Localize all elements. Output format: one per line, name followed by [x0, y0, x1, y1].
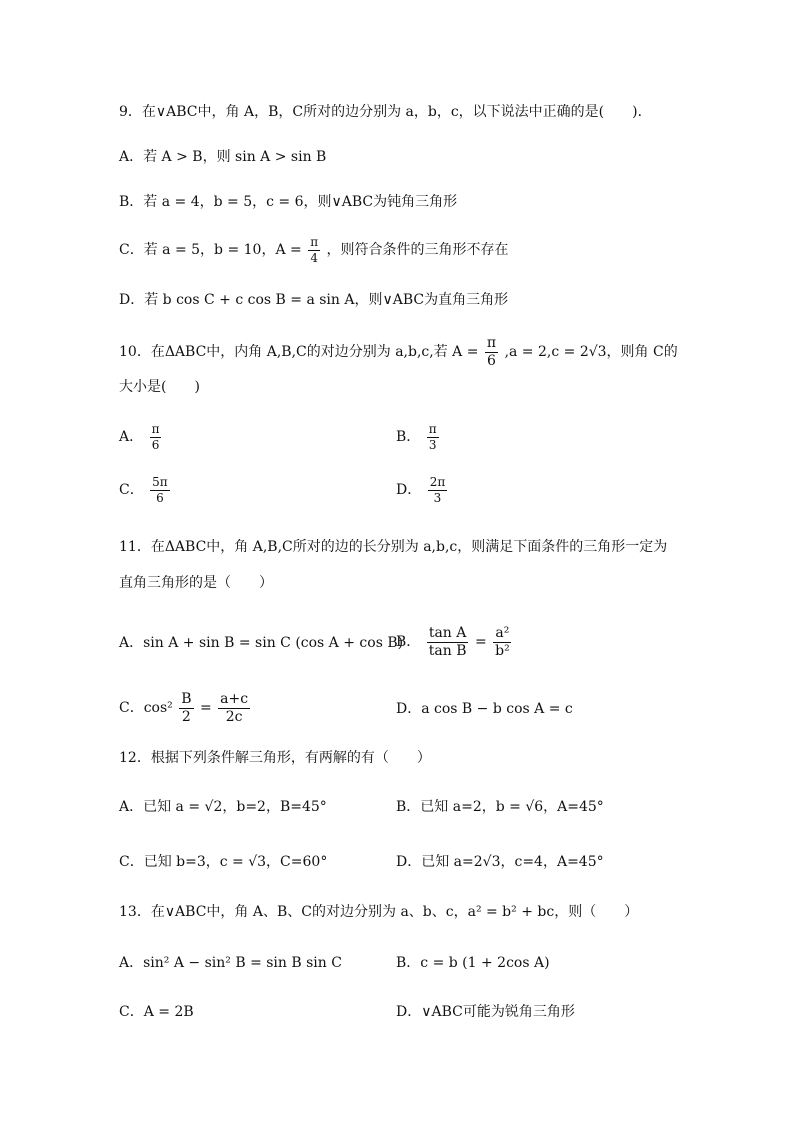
q10-option-c: [119, 476, 172, 504]
fraction-numerator: π: [151, 422, 160, 436]
q10-stem-pre: 10．在ΔABC中，内角 A,B,C的对边分别为 a,b,c,若 A =: [119, 344, 479, 361]
q11-option-c: [119, 692, 252, 724]
q10-option-b-fraction: [427, 423, 439, 451]
q11-option-b-left-fraction: [427, 626, 469, 658]
option-label: C．cos²: [119, 700, 173, 717]
q10-option-a: [119, 423, 163, 451]
fraction-numerator: π: [486, 335, 497, 351]
fraction-numerator: B: [181, 691, 192, 707]
q10-stem-fraction: [485, 336, 498, 368]
fraction-denominator: tan B: [428, 642, 467, 659]
q9-option-c-post: ，则符合条件的三角形不存在: [326, 242, 509, 259]
q10-stem-post: ,a = 2,c = 2√3，则角 C的: [504, 344, 678, 361]
q12-option-d: D．已知 a=2√3，c=4，A=45°: [396, 854, 604, 870]
q13-option-a: A．sin² A − sin² B = sin B sin C: [119, 955, 342, 971]
q10-option-a-fraction: [150, 423, 162, 451]
fraction-denominator: 3: [428, 437, 437, 452]
q10-stem-line2: 大小是( ): [119, 379, 200, 395]
q10-option-b: [396, 423, 441, 451]
fraction-denominator: 4: [310, 250, 318, 265]
q11-option-b: [396, 626, 514, 658]
q9-option-c-fraction: [308, 236, 320, 264]
q13-option-b: B．c = b (1 + 2cos A): [396, 955, 550, 971]
q13-option-d: D．∨ABC可能为锐角三角形: [396, 1004, 575, 1020]
q11-stem: 11．在ΔABC中，角 A,B,C所对的边的长分别为 a,b,c，则满足下面条件的三角形一定为: [119, 539, 668, 555]
q11-option-a: A．sin A + sin B = sin C (cos A + cos B): [119, 635, 404, 651]
q13-option-c: C．A = 2B: [119, 1004, 194, 1020]
fraction-denominator: 2c: [225, 708, 243, 725]
fraction-denominator: 2: [181, 708, 191, 725]
q9-option-c-pre: C．若 a = 5，b = 10，A =: [119, 242, 302, 259]
q10-option-d: [396, 476, 449, 504]
q11-option-d: D．a cos B − b cos A = c: [396, 701, 573, 717]
option-label: B．: [396, 634, 421, 651]
fraction-denominator: 6: [156, 490, 164, 505]
q12-stem: 12．根据下列条件解三角形，有两解的有（ ）: [119, 750, 431, 766]
q10-stem: [119, 336, 678, 368]
q12-option-b: B．已知 a=2，b = √6，A=45°: [396, 799, 604, 815]
q9-option-b: B．若 a = 4，b = 5，c = 6，则∨ABC为钝角三角形: [119, 194, 458, 210]
q12-option-c: C．已知 b=3，c = √3，C=60°: [119, 854, 328, 870]
q11-option-b-right-fraction: [493, 626, 512, 658]
fraction-denominator: b²: [495, 642, 510, 659]
q11-option-c-right-fraction: [218, 692, 250, 724]
fraction-denominator: 6: [151, 437, 160, 452]
q11-option-c-left-fraction: [179, 692, 193, 724]
fraction-denominator: 6: [487, 352, 496, 369]
q10-option-c-fraction: [150, 476, 170, 504]
q9-option-a: A．若 A > B，则 sin A > sin B: [119, 149, 327, 165]
option-label: B．: [396, 429, 421, 446]
option-label: A．: [119, 429, 144, 446]
option-label: D．: [396, 482, 422, 499]
fraction-numerator: 5π: [152, 475, 168, 489]
fraction-numerator: π: [310, 235, 319, 249]
fraction-denominator: 3: [433, 490, 442, 505]
fraction-numerator: a+c: [220, 691, 249, 707]
fraction-numerator: 2π: [429, 475, 446, 489]
q11-stem-line2: 直角三角形的是（ ）: [119, 575, 273, 591]
equals-sign: =: [474, 634, 487, 651]
equals-sign: =: [199, 700, 212, 717]
q10-option-d-fraction: [428, 476, 448, 504]
fraction-numerator: tan A: [428, 625, 467, 641]
option-label: C．: [119, 482, 144, 499]
q9-option-c: [119, 236, 509, 264]
q9-option-d: D．若 b cos C + c cos B = a sin A，则∨ABC为直角三角形: [119, 292, 509, 308]
fraction-numerator: a²: [495, 625, 510, 641]
q9-stem: 9．在∨ABC中，角 A，B，C所对的边分别为 a，b，c，以下说法中正确的是( )．: [119, 104, 652, 120]
q13-stem: 13．在∨ABC中，角 A、B、C的对边分别为 a、b、c，a² = b² + bc，则（ ）: [119, 904, 639, 920]
fraction-numerator: π: [428, 422, 437, 436]
q12-option-a: A．已知 a = √2，b=2，B=45°: [119, 799, 327, 815]
